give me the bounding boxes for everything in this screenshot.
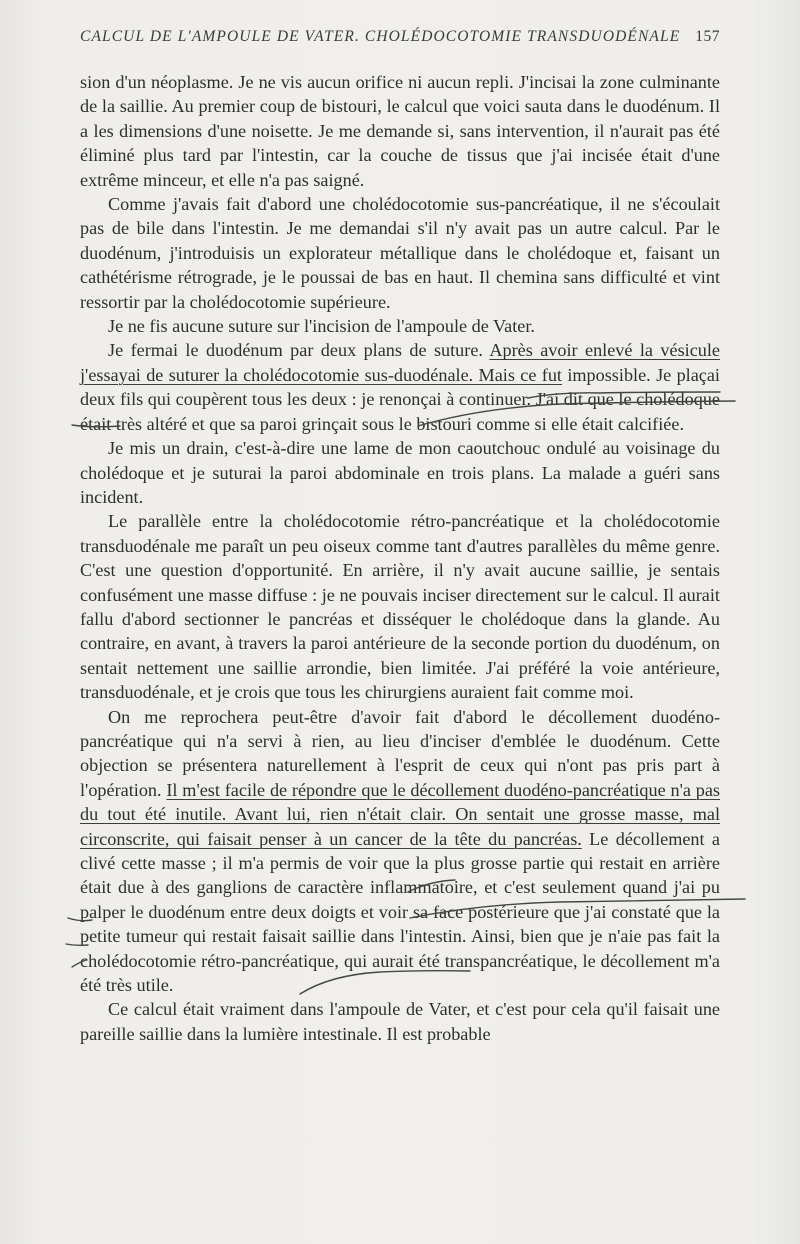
- running-title: CALCUL DE L'AMPOULE DE VATER. CHOLÉDOCOTOMIE TRANSDUODÉNALE: [80, 28, 681, 45]
- page-number: 157: [695, 28, 720, 45]
- text-run: Le décollement a clivé cette masse ; il m'a permis de voir que la plus grosse partie qui restait en arrière était due à des ganglions de caractère inflammatoire, et c'est seulement quand j'ai pu palper le duodénum entre deux doigts et voir sa face postérieure que j'ai constaté que la petite tumeur qui restait faisait saillie dans l'intestin. Ainsi, bien que je n'aie pas fait la cholédocotomie rétro-pancréatique, qui aurait été transpancréatique, le décollement m'a été très utile.: [80, 828, 720, 996]
- underlined-passage: Il m'est facile de répondre que le décollement duodéno-pancréatique n'a pas du tout été inutile. Avant lui, rien n'était clair. On sentait une grosse masse, mal circonscrite, qui faisait penser à un cancer de la tête du pancréas.: [80, 779, 720, 849]
- text-run: Ce calcul était vraiment dans l'ampoule de Vater, et c'est pour cela qu'il faisait une pareille saillie dans la lumière intestinale. Il est probable: [80, 999, 720, 1044]
- underlined-passage: Après avoir enlevé la vésicule j'essayai de suturer la cholédocotomie sus-duodénale. Mais ce fut: [80, 340, 721, 385]
- paragraph: [80, 436, 720, 509]
- text-run: Je fermai le duodénum par deux plans de suture.: [108, 340, 490, 361]
- paragraph: [80, 705, 720, 998]
- text-run: On me reprochera peut-être d'avoir fait d'abord le décollement duodéno-pancréatique qui n'a servi à rien, au lieu d'inciser d'emblée le duodénum. Cette objection se présentera naturellement à l'esprit de ceux qui n'ont pas pris part à l'opération.: [80, 706, 720, 800]
- paragraph: [80, 509, 720, 704]
- text-run: Le parallèle entre la cholédocotomie rétro-pancréatique et la cholédocotomie transduodénale me paraît un peu oiseux comme tant d'autres parallèles du même genre. C'est une question d'opportunité. En arrière, il n'y avait aucune saillie, je sentais confusément une masse diffuse : je ne pouvais inciser directement sur le calcul. Il aurait fallu d'abord sectionner le pancréas et disséquer le cholédoque dans la glande. Au contraire, en avant, à travers la paroi antérieure de la seconde portion du duodénum, on sentait nettement une saillie arrondie, bien limitée. J'ai préféré la voie antérieure, transduodénale, et je crois que tous les chirurgiens auraient fait comme moi.: [80, 511, 720, 703]
- running-head: [80, 28, 720, 54]
- paragraph: [80, 338, 720, 436]
- paragraph: [80, 192, 720, 314]
- paragraph: [80, 997, 720, 1046]
- paragraph: [80, 70, 720, 192]
- paragraph: [80, 314, 720, 338]
- text-run: Je mis un drain, c'est-à-dire une lame de mon caoutchouc ondulé au voisinage du cholédoque et je suturai la paroi abdominale en trois plans. La malade a guéri sans incident.: [80, 438, 720, 507]
- text-run: Je ne fis aucune suture sur l'incision de l'ampoule de Vater.: [108, 316, 535, 337]
- body-text: [80, 70, 720, 1046]
- text-run: Comme j'avais fait d'abord une cholédocotomie sus-pancréatique, il ne s'écoulait pas de bile dans l'intestin. Je me demandai s'il n'y avait pas un autre calcul. Par le duodénum, j'introduisis un explorateur métallique dans le cholédoque et, faisant un cathétérisme rétrograde, je le poussai de bas en haut. Il chemina sans difficulté et vint ressortir par la cholédocotomie supérieure.: [80, 194, 720, 312]
- text-run: impossible. Je plaçai deux fils qui coupèrent tous les deux : je renonçai à continuer. J'ai dit que le cholédoque était très altéré et que sa paroi grinçait sous le bistouri comme si elle était calcifiée.: [80, 364, 720, 434]
- text-run: sion d'un néoplasme. Je ne vis aucun orifice ni aucun repli. J'incisai la zone culminante de la saillie. Au premier coup de bistouri, le calcul que voici sauta dans le duodénum. Il a les dimensions d'une noisette. Je me demande si, sans intervention, il n'aurait pas été éliminé plus tard par l'intestin, car la couche de tissus que j'ai incisée était d'une extrême minceur, et elle n'a pas saigné.: [80, 72, 720, 190]
